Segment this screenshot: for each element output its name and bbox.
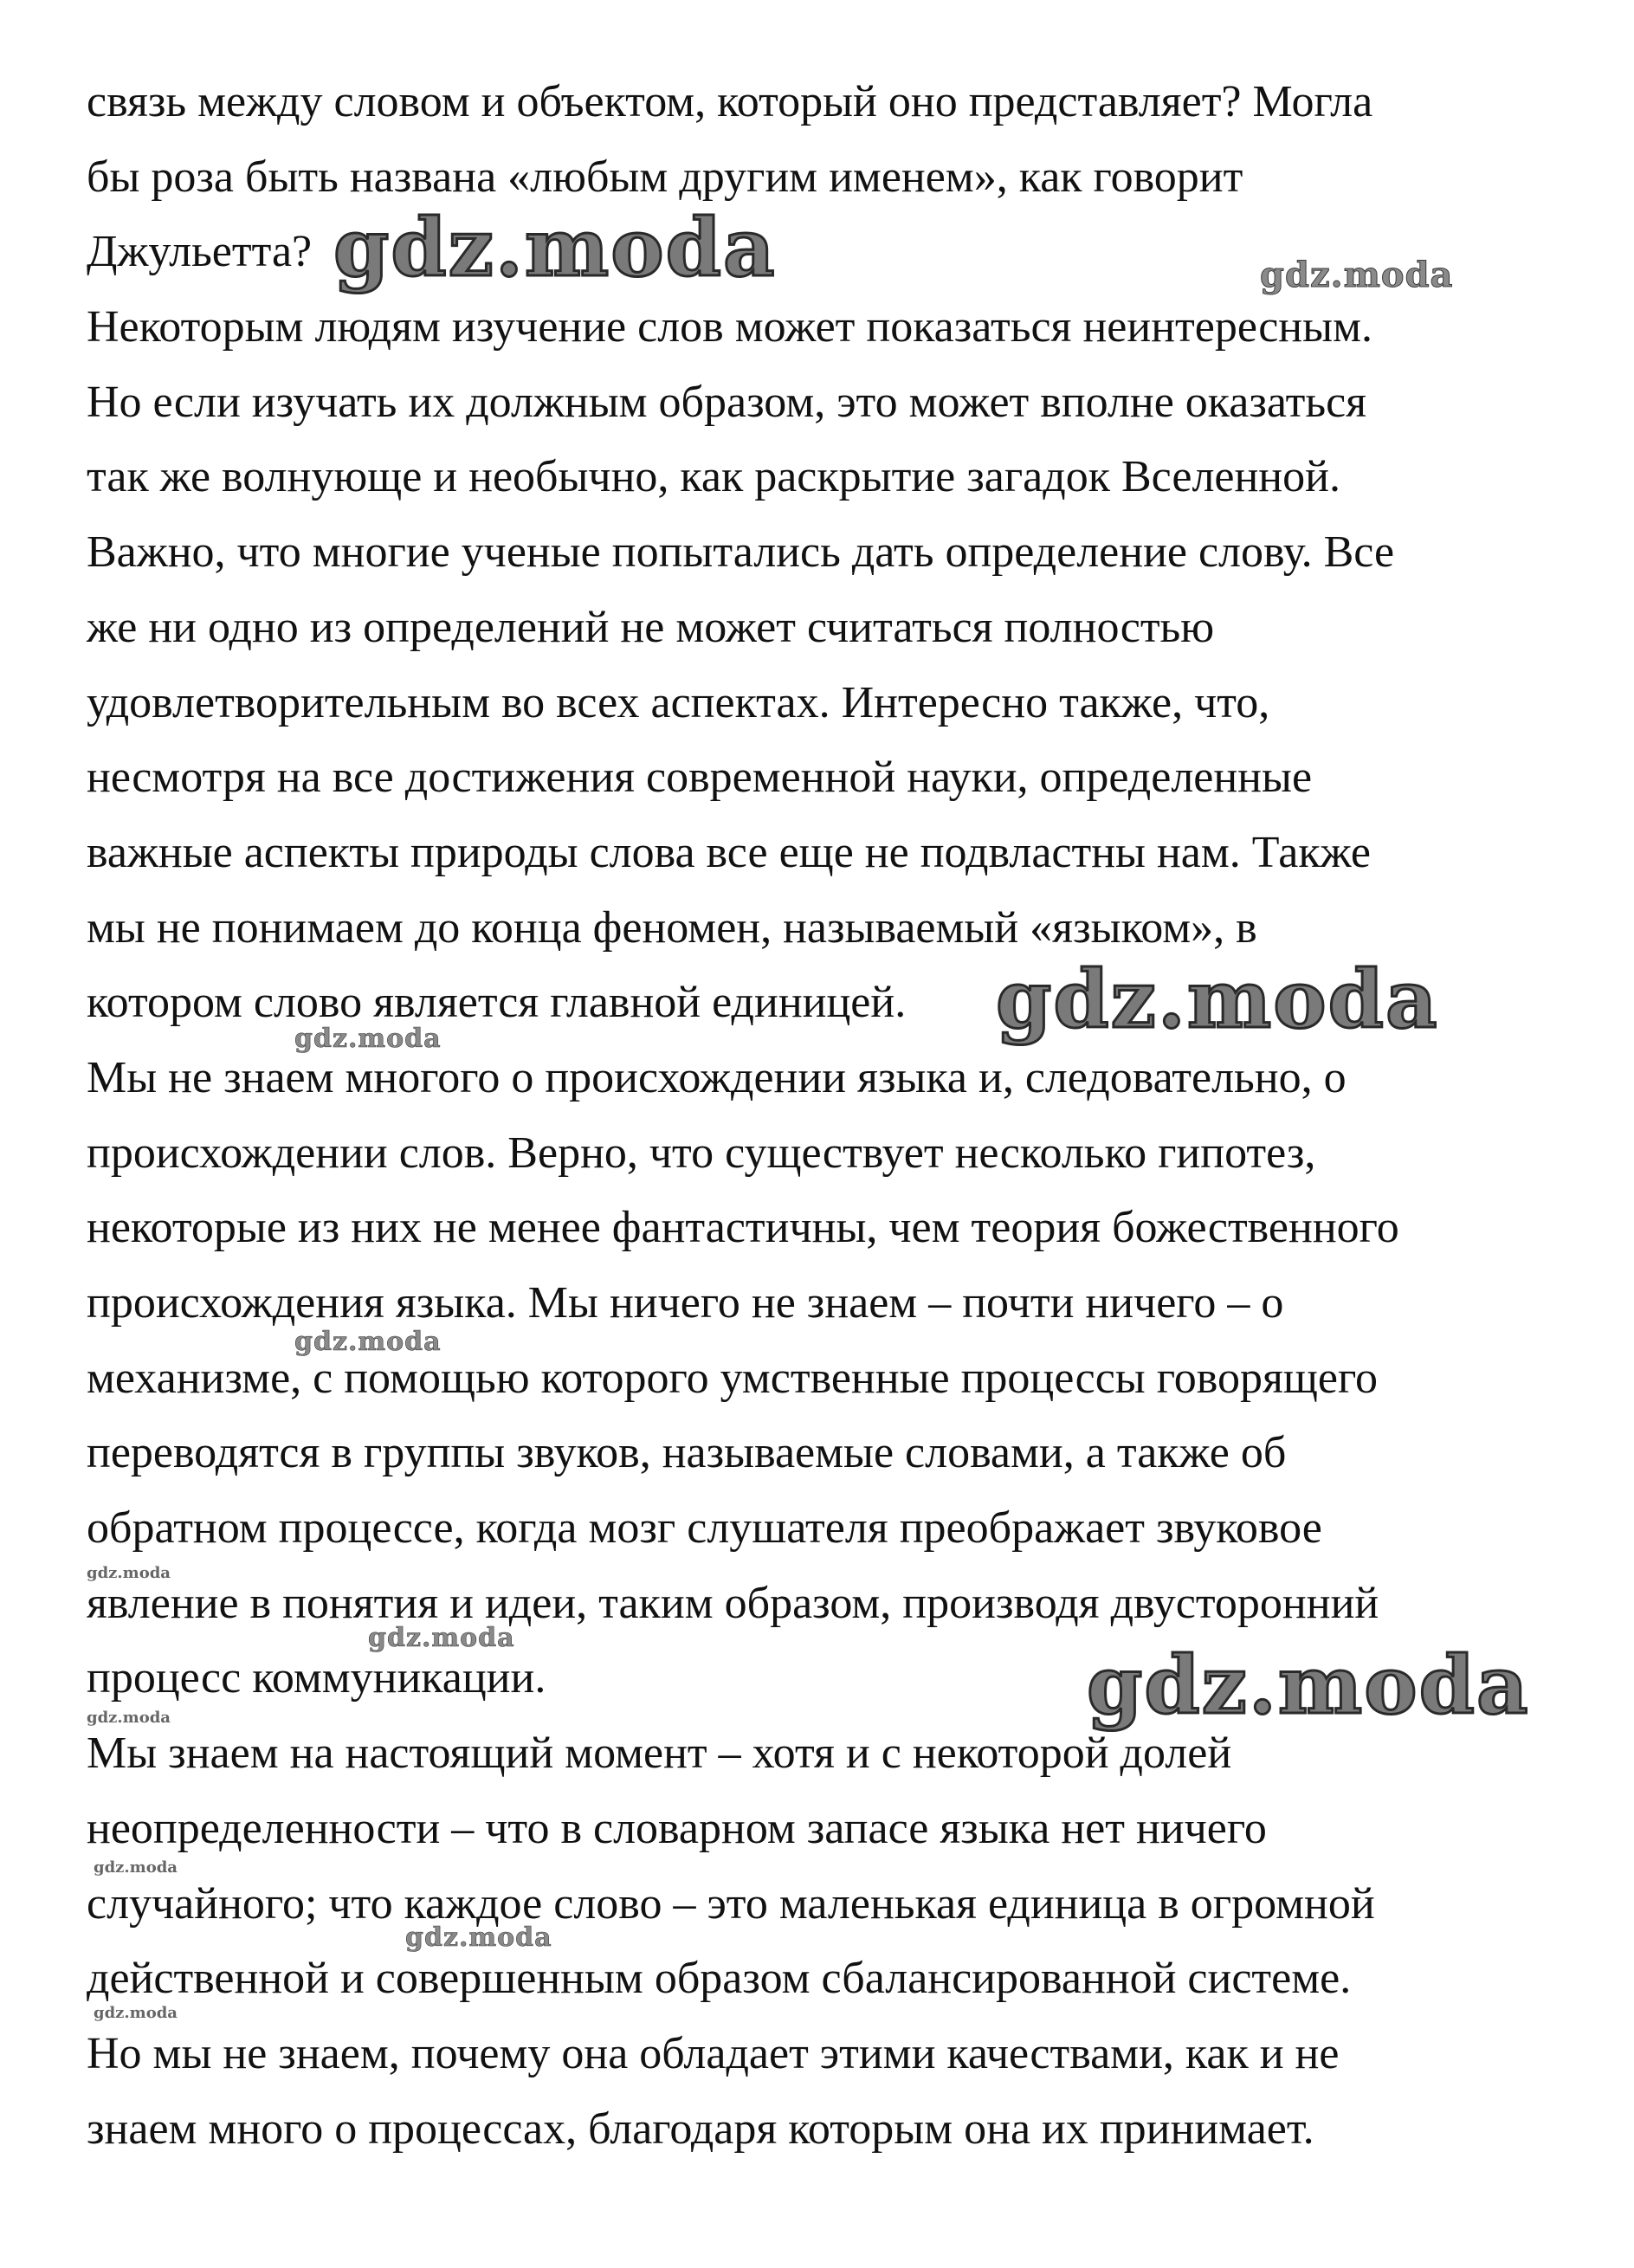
text-line: происхождения языка. Мы ничего не знаем – почти ничего – о xyxy=(87,1278,1284,1328)
text-line: мы не понимаем до конца феномен, называемый «языком», в xyxy=(87,902,1257,953)
text-line: так же волнующе и необычно, как раскрытие загадок Вселенной. xyxy=(87,452,1340,502)
text-line: Некоторым людям изучение слов может показаться неинтересным. xyxy=(87,302,1372,352)
text-line: же ни одно из определений не может считаться полностью xyxy=(87,602,1215,652)
text-line: бы роза быть названа «любым другим именем», как говорит xyxy=(87,152,1243,202)
watermark: gdz.moda xyxy=(87,1709,171,1727)
text-line: важные аспекты природы слова все еще не подвластны нам. Также xyxy=(87,827,1371,877)
watermark: gdz.moda xyxy=(368,1623,515,1653)
text-line: переводятся в группы звуков, называемые словами, а также об xyxy=(87,1428,1287,1478)
text-line: Важно, что многие ученые попытались дать определение слову. Все xyxy=(87,527,1395,578)
watermark: gdz.moda xyxy=(1087,1638,1530,1732)
text-line: Мы знаем на настоящий момент – хотя и с некоторой долей xyxy=(87,1728,1232,1779)
watermark: gdz.moda xyxy=(87,1564,171,1582)
text-line: Но если изучать их должным образом, это может вполне оказаться xyxy=(87,377,1367,427)
watermark: gdz.moda xyxy=(1260,255,1454,295)
watermark: gdz.moda xyxy=(405,1922,552,1953)
text-line: котором слово является главной единицей. xyxy=(87,978,907,1028)
watermark: gdz.moda xyxy=(94,1858,178,1877)
text-line: происхождении слов. Верно, что существует несколько гипотез, xyxy=(87,1128,1316,1178)
text-line: действенной и совершенным образом сбалансированной системе. xyxy=(87,1954,1352,2004)
text-line: Джульетта? xyxy=(87,227,313,277)
text-line: Мы не знаем многого о происхождении языка и, следовательно, о xyxy=(87,1052,1347,1102)
text-line: удовлетворительным во всех аспектах. Интересно также, что, xyxy=(87,677,1270,727)
text-line: некоторые из них не менее фантастичны, чем теория божественного xyxy=(87,1203,1399,1253)
text-line: механизме, с помощью которого умственные процессы говорящего xyxy=(87,1353,1379,1403)
text-line: случайного; что каждое слово – это маленькая единица в огромной xyxy=(87,1878,1375,1929)
text-line: процесс коммуникации. xyxy=(87,1653,546,1703)
text-line: явление в понятия и идеи, таким образом, производя двусторонний xyxy=(87,1578,1379,1628)
text-line: несмотря на все достижения современной науки, определенные xyxy=(87,753,1313,803)
watermark: gdz.moda xyxy=(294,1327,442,1357)
text-line: связь между словом и объектом, который оно представляет? Могла xyxy=(87,77,1373,126)
text-line: неопределенности – что в словарном запасе языка нет ничего xyxy=(87,1803,1267,1853)
text-line: знаем много о процессах, благодаря которым она их принимает. xyxy=(87,2103,1314,2154)
watermark: gdz.moda xyxy=(996,953,1439,1046)
watermark: gdz.moda xyxy=(94,2004,178,2022)
text-line: Но мы не знаем, почему она обладает этими качествами, как и не xyxy=(87,2028,1340,2078)
text-line: обратном процессе, когда мозг слушателя преображает звуковое xyxy=(87,1503,1322,1554)
document-text xyxy=(87,65,1576,2167)
watermark: gdz.moda xyxy=(294,1024,442,1054)
watermark: gdz.moda xyxy=(333,201,777,294)
